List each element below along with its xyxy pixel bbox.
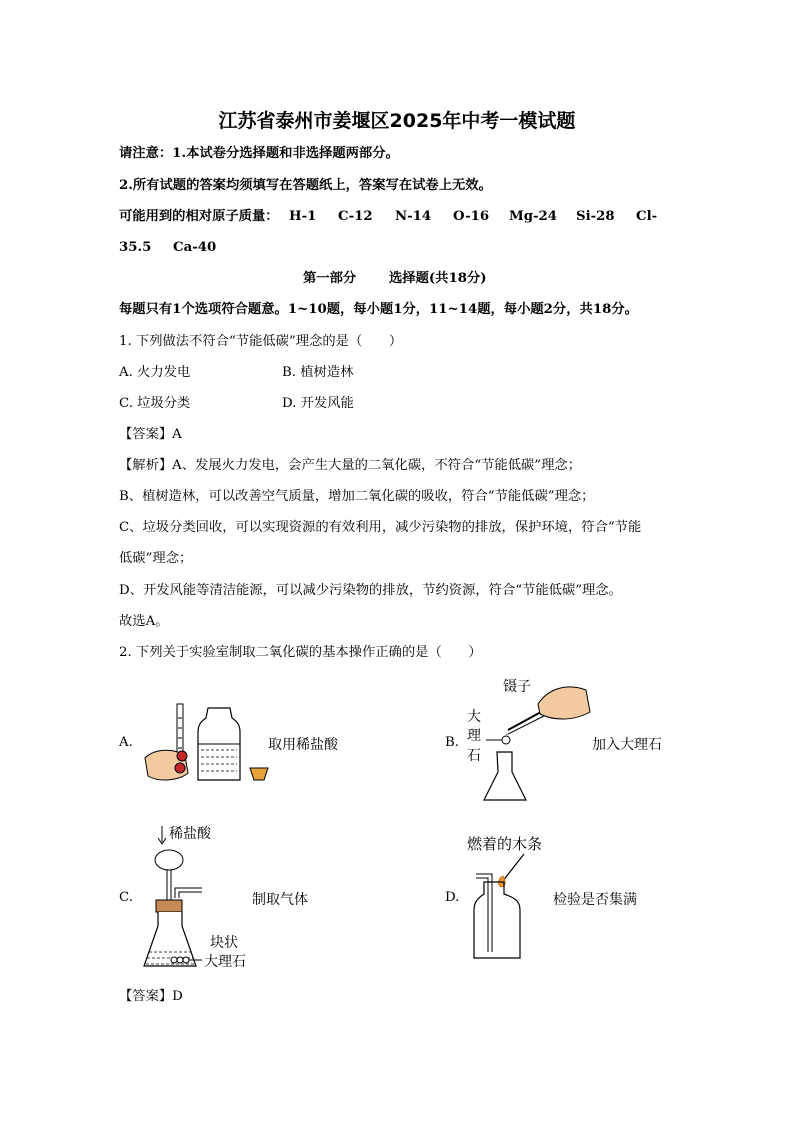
mass-item: C-12 (338, 209, 373, 224)
q1-analysis-line: B、植树造林，可以改善空气质量，增加二氧化碳的吸收，符合“节能低碳”理念； (119, 489, 595, 504)
q1-option-a: A. 火力发电 (119, 365, 191, 380)
mass-item: Mg-24 (509, 209, 558, 224)
page-title: 江苏省泰州市姜堰区2025年中考一模试题 (218, 110, 576, 132)
section-type: 选择题(共18分) (389, 271, 487, 286)
mass-item: Cl- (636, 209, 658, 224)
label-tweezers: 镊子 (503, 679, 531, 695)
masses-label: 可能用到的相对原子质量： (119, 209, 279, 224)
label-marble-chunks: 块状 (210, 935, 238, 951)
q1-analysis-line: C、垃圾分类回收，可以实现资源的有效利用，减少污染物的排放，保护环境，符合“节能 (119, 520, 642, 535)
q2-option-c-caption: 制取气体 (252, 892, 308, 908)
mass-item: O-16 (453, 209, 490, 224)
mass-item: Si-28 (576, 209, 615, 224)
section-heading (303, 271, 487, 287)
q2-option-c-letter: C. (119, 890, 133, 905)
notice-line-2: 2.所有试题的答案均须填写在答题纸上，答案写在试卷上无效。 (119, 178, 492, 193)
mass-item: N-14 (395, 209, 432, 224)
q2-answer: 【答案】D (119, 989, 183, 1004)
label-marble: 石 (467, 748, 481, 764)
figure-b-add-marble (460, 676, 600, 810)
atomic-masses-line-2 (119, 240, 217, 256)
q2-option-a-caption: 取用稀盐酸 (268, 737, 338, 753)
label-dilute-acid: 稀盐酸 (169, 826, 211, 842)
mass-item: 35.5 (119, 240, 152, 255)
mass-item: Ca-40 (173, 240, 217, 255)
q1-analysis-line: 故选A。 (119, 614, 169, 629)
question-1-stem: 1. 下列做法不符合“节能低碳”理念的是（ ） (119, 334, 403, 349)
section-instruction: 每题只有1个选项符合题意。1~10题，每小题1分，11~14题，每小题2分，共18分。 (119, 302, 638, 317)
figure-d-check-full (470, 852, 560, 966)
q1-option-b: B. 植树造林 (282, 365, 354, 380)
q2-option-a-letter: A. (119, 735, 133, 750)
label-burning-splint: 燃着的木条 (467, 835, 543, 853)
mass-item: H-1 (289, 209, 317, 224)
atomic-masses-line (119, 209, 658, 225)
label-marble-chunks: 大理石 (204, 954, 246, 970)
q2-option-b-caption: 加入大理石 (592, 737, 662, 753)
label-marble: 理 (467, 728, 481, 744)
q1-answer: 【答案】A (119, 427, 182, 442)
question-2-stem: 2. 下列关于实验室制取二氧化碳的基本操作正确的是（ ） (119, 645, 482, 660)
q2-option-b-letter: B. (445, 735, 459, 750)
q1-analysis-line: 【解析】A、发展火力发电，会产生大量的二氧化碳，不符合“节能低碳”理念； (119, 458, 581, 473)
q2-option-d-caption: 检验是否集满 (553, 892, 637, 908)
label-marble: 大 (467, 709, 481, 725)
section-part: 第一部分 (303, 271, 357, 286)
q1-option-d: D. 开发风能 (282, 396, 354, 411)
notice-line-1: 请注意：1.本试卷分选择题和非选择题两部分。 (119, 146, 399, 161)
q1-option-c: C. 垃圾分类 (119, 396, 191, 411)
q1-analysis-line: 低碳”理念； (119, 551, 193, 566)
q1-analysis-line: D、开发风能等清洁能源，可以减少污染物的排放，节约资源，符合“节能低碳”理念。 (119, 583, 622, 598)
q2-option-d-letter: D. (445, 890, 460, 905)
figure-a-pour-acid (140, 698, 280, 792)
